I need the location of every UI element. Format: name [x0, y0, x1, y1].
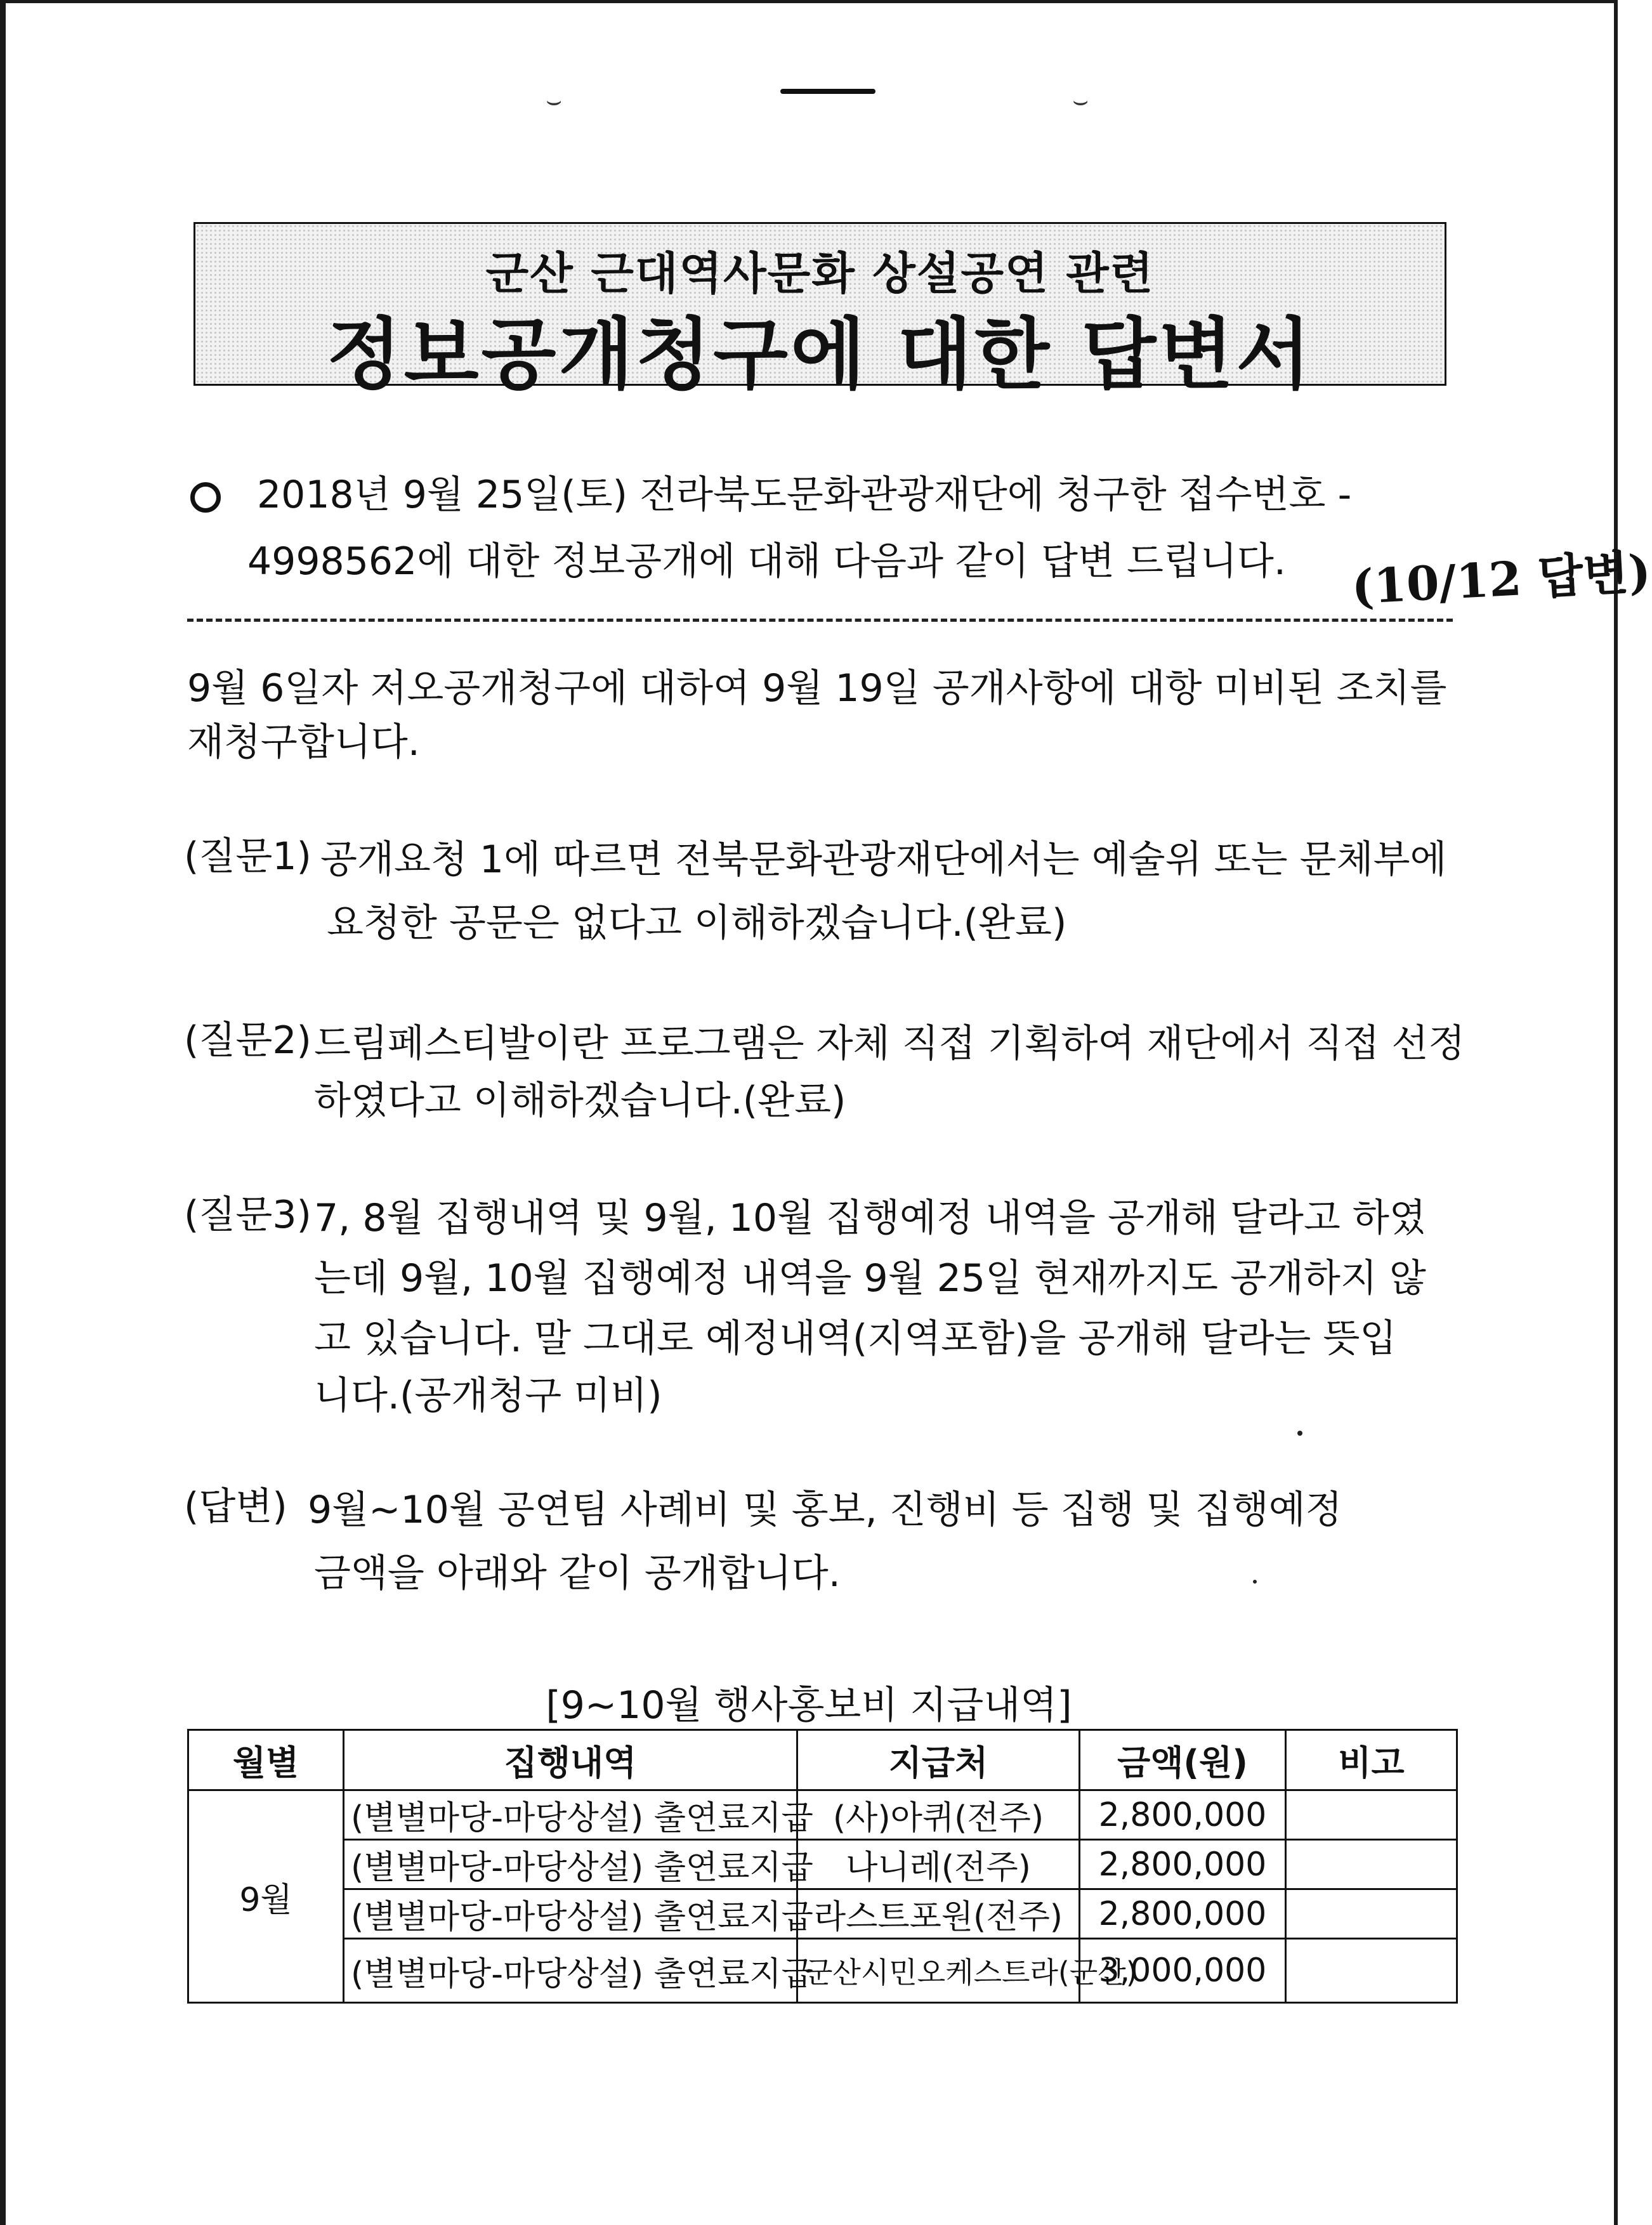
- scan-speck: [1253, 1580, 1257, 1584]
- header-payee: 지급처: [797, 1730, 1080, 1790]
- right-tick-mark: ⌣: [1072, 86, 1089, 115]
- header-note: 비고: [1286, 1730, 1457, 1790]
- header-item: 집행내역: [344, 1730, 797, 1790]
- scan-edge-left: [0, 0, 6, 2225]
- question-1-label: (질문1): [184, 834, 311, 879]
- table-caption: [9~10월 행사홍보비 지급내역]: [546, 1683, 1072, 1728]
- payee-cell: 라스트포원(전주): [797, 1889, 1080, 1939]
- header-amount: 금액(원): [1080, 1730, 1286, 1790]
- answer-line-1: 9월~10월 공연팀 사례비 및 홍보, 진행비 등 집행 및 집행예정: [308, 1488, 1342, 1532]
- question-3-line-1: 7, 8월 집행내역 및 9월, 10월 집행예정 내역을 공개해 달라고 하였: [314, 1196, 1426, 1240]
- scan-speck: [1297, 1431, 1302, 1436]
- intro-line-1: 2018년 9월 25일(토) 전라북도문화관광재단에 청구한 접수번호 -: [257, 473, 1352, 517]
- note-cell: [1286, 1889, 1457, 1939]
- table-row: [188, 1840, 1457, 1889]
- answer-line-2: 금액을 아래와 같이 공개합니다.: [314, 1551, 841, 1596]
- question-3-line-2: 는데 9월, 10월 집행예정 내역을 9월 25일 현재까지도 공개하지 않: [314, 1256, 1426, 1301]
- intro-line-2: 4998562에 대한 정보공개에 대해 다음과 같이 답변 드립니다.: [247, 539, 1286, 584]
- question-1-line-1: 공개요청 1에 따르면 전북문화관광재단에서는 예술위 또는 문체부에: [320, 837, 1447, 882]
- document-title: 정보공개청구에 대한 답변서: [326, 310, 1314, 400]
- table-row: [188, 1889, 1457, 1939]
- amount-cell: 2,800,000: [1080, 1840, 1286, 1889]
- question-3-line-3: 고 있습니다. 말 그대로 예정내역(지역포함)을 공개해 달라는 뜻입: [314, 1316, 1397, 1361]
- amount-cell: 3,000,000: [1080, 1939, 1286, 2003]
- amount-cell: 2,800,000: [1080, 1889, 1286, 1939]
- payee-cell: 나니레(전주): [797, 1840, 1080, 1889]
- scan-edge-right: [1614, 0, 1618, 2225]
- title-box: [193, 222, 1446, 400]
- item-cell: (별별마당-마당상설) 출연료지급: [344, 1790, 797, 1840]
- item-cell: (별별마당-마당상설) 출연료지급: [344, 1840, 797, 1889]
- item-cell: (별별마당-마당상설) 출연료지급: [344, 1939, 797, 2003]
- left-tick-mark: ⌣: [546, 86, 563, 115]
- item-cell: (별별마당-마당상설) 출연료지급: [344, 1889, 797, 1939]
- table-header-row: [188, 1730, 1457, 1790]
- month-cell: 9월: [188, 1790, 344, 2003]
- note-cell: [1286, 1939, 1457, 2003]
- document-subtitle: 군산 근대역사문화 상설공연 관련: [485, 247, 1155, 299]
- note-cell: [1286, 1840, 1457, 1889]
- request-line-1: 9월 6일자 저오공개청구에 대하여 9월 19일 공개사항에 대항 미비된 조치를: [187, 666, 1447, 711]
- question-3-line-4: 니다.(공개청구 미비): [314, 1374, 662, 1418]
- dashed-divider: [187, 619, 1453, 622]
- payee-cell: (사)아퀴(전주): [797, 1790, 1080, 1840]
- question-3-label: (질문3): [184, 1193, 311, 1237]
- amount-cell: 2,800,000: [1080, 1790, 1286, 1840]
- top-centre-mark: [780, 89, 875, 94]
- payment-table: [187, 1729, 1458, 2004]
- answer-label: (답변): [184, 1485, 287, 1529]
- payee-cell: 군산시민오케스트라(군산): [797, 1939, 1080, 2003]
- table-row: [188, 1939, 1457, 2003]
- question-2-line-2: 하였다고 이해하겠습니다.(완료): [314, 1079, 846, 1123]
- note-cell: [1286, 1790, 1457, 1840]
- header-month: 월별: [188, 1730, 344, 1790]
- request-line-2: 재청구합니다.: [187, 720, 420, 765]
- table-row: [188, 1790, 1457, 1840]
- question-1-line-2: 요청한 공문은 없다고 이해하겠습니다.(완료): [327, 901, 1067, 945]
- question-2-label: (질문2): [184, 1018, 311, 1063]
- handwritten-note: (10/12 답변): [1350, 544, 1652, 615]
- question-2-line-1: 드림페스티발이란 프로그램은 자체 직접 기획하여 재단에서 직접 선정: [314, 1021, 1465, 1066]
- bullet-circle-icon: [190, 482, 221, 513]
- scan-edge-top: [0, 0, 1618, 3]
